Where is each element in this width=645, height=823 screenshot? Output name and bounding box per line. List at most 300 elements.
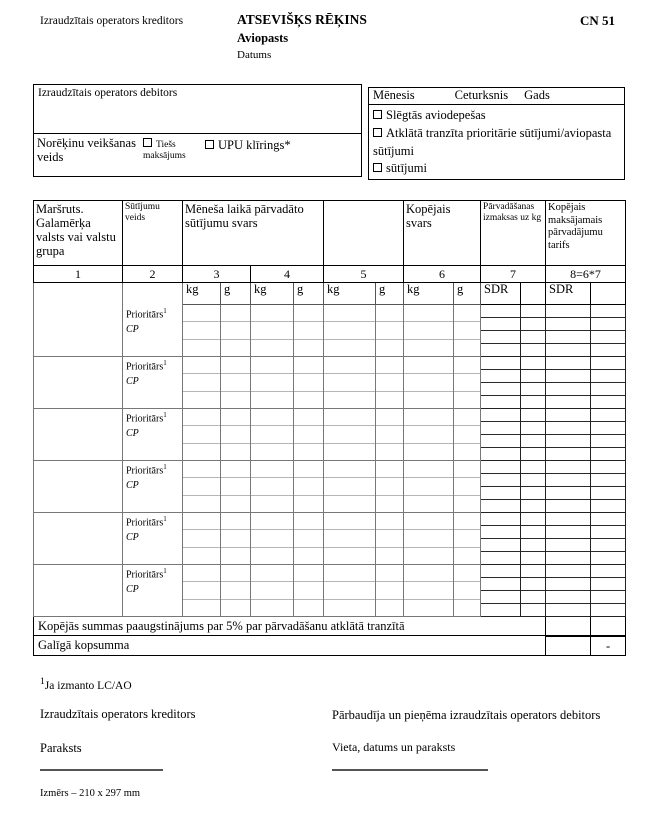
weight-entry-cell[interactable] [324,357,375,373]
sdr-entry-cell[interactable] [546,395,590,408]
surcharge-value-cell[interactable] [546,617,591,636]
weight-entry-cell[interactable] [183,425,220,442]
weight-entry-cell[interactable] [404,425,453,442]
sdr-entry-cell[interactable] [546,590,590,603]
weight-entry-cell[interactable] [221,529,250,546]
weight-entry-cell[interactable] [294,461,323,477]
sdr-amount-cell [546,513,591,565]
weight-entry-cell[interactable] [251,477,293,494]
sdr-entry-cell[interactable] [521,565,545,577]
option-items[interactable] [373,160,620,178]
weight-entry-cell[interactable] [294,599,323,616]
quarter-label[interactable]: Ceturksnis [454,88,509,102]
weight-entry-cell[interactable] [294,477,323,494]
sdr-entry-cell[interactable] [591,343,625,356]
col-number: 3 [183,266,251,283]
sdr-entry-cell[interactable] [481,513,520,525]
weight-entry-cell[interactable] [454,565,480,581]
weight-entry-cell[interactable] [294,495,323,512]
weight-cell [183,565,221,617]
sdr-entry-cell[interactable] [546,538,590,551]
sdr-entry-cell[interactable] [591,357,625,369]
sdr-entry-cell[interactable] [481,409,520,421]
weight-entry-cell[interactable] [294,321,323,338]
sdr-entry-cell[interactable] [481,603,520,616]
weight-entry-cell[interactable] [454,373,480,390]
weight-cell [251,409,294,461]
sdr-entry-cell[interactable] [591,382,625,395]
weight-entry-cell[interactable] [251,409,293,425]
sdr-entry-cell[interactable] [546,461,590,473]
weight-entry-cell[interactable] [251,391,293,408]
sdr-entry-cell[interactable] [481,577,520,590]
sdr-entry-cell[interactable] [591,317,625,330]
weight-entry-cell[interactable] [404,339,453,356]
weight-entry-cell[interactable] [324,495,375,512]
weight-entry-cell[interactable] [404,477,453,494]
sdr-entry-cell[interactable] [546,577,590,590]
sdr-entry-cell[interactable] [591,603,625,616]
weight-entry-cell[interactable] [324,599,375,616]
sdr-entry-cell[interactable] [521,382,545,395]
weight-entry-cell[interactable] [251,513,293,529]
weight-entry-cell[interactable] [454,443,480,460]
weight-entry-cell[interactable] [294,513,323,529]
weight-entry-cell[interactable] [294,409,323,425]
sdr-entry-cell[interactable] [546,330,590,343]
payment-method-label: Norēķinu veikšanas veids [37,136,136,165]
sdr-entry-cell[interactable] [521,357,545,369]
weight-entry-cell[interactable] [404,513,453,529]
weight-entry-cell[interactable] [183,443,220,460]
sdr-entry-cell[interactable] [521,499,545,512]
sdr-entry-cell[interactable] [591,577,625,590]
weight-entry-cell[interactable] [183,495,220,512]
weight-entry-cell[interactable] [454,599,480,616]
sdr-entry-cell[interactable] [521,538,545,551]
weight-entry-cell[interactable] [251,339,293,356]
sdr-entry-cell[interactable] [521,330,545,343]
sdr-entry-cell[interactable] [591,369,625,382]
weight-entry-cell[interactable] [376,305,403,321]
sdr-entry-cell[interactable] [521,343,545,356]
priority-label: Prioritārs$^1$ [126,463,167,477]
weight-entry-cell[interactable] [294,339,323,356]
sdr-entry-cell[interactable] [481,343,520,356]
sdr-entry-cell[interactable] [546,357,590,369]
sdr-entry-cell[interactable] [481,525,520,538]
weight-entry-cell[interactable] [251,425,293,442]
weight-entry-cell[interactable] [376,425,403,442]
sdr-entry-cell[interactable] [521,409,545,421]
route-cell[interactable] [34,305,123,357]
option-direct-payment[interactable] [143,134,205,165]
weight-entry-cell[interactable] [376,547,403,564]
weight-entry-cell[interactable] [183,547,220,564]
sdr-entry-cell[interactable] [481,395,520,408]
route-cell[interactable] [34,357,123,409]
weight-entry-cell[interactable] [324,373,375,390]
weight-entry-cell[interactable] [376,461,403,477]
col-number: 6 [404,266,481,283]
sdr-entry-cell[interactable] [591,434,625,447]
weight-entry-cell[interactable] [221,513,250,529]
month-label[interactable]: Mēnesis [373,88,415,102]
weight-entry-cell[interactable] [404,391,453,408]
cp-label: CP [126,584,139,596]
sdr-entry-cell[interactable] [521,461,545,473]
weight-entry-cell[interactable] [454,495,480,512]
weight-entry-cell[interactable] [221,305,250,321]
option-label: Slēgtās aviodepešas [386,108,486,122]
weight-entry-cell[interactable] [376,529,403,546]
priority-label: Prioritārs$^1$ [126,359,167,373]
weight-entry-cell[interactable] [324,461,375,477]
checkbox-items-icon[interactable] [373,163,382,172]
sdr-entry-cell[interactable] [481,565,520,577]
weight-cell [221,565,251,617]
sdr-entry-cell[interactable] [591,525,625,538]
sdr-entry-cell[interactable] [481,551,520,564]
total-weight-cell [454,513,481,565]
sdr-entry-cell[interactable] [591,513,625,525]
weight-entry-cell[interactable] [376,321,403,338]
checkbox-closed-dispatches-icon[interactable] [373,110,382,119]
weight-entry-cell[interactable] [294,373,323,390]
weight-entry-cell[interactable] [454,321,480,338]
weight-entry-cell[interactable] [221,443,250,460]
weight-entry-cell[interactable] [183,409,220,425]
weight-entry-cell[interactable] [454,529,480,546]
weight-entry-cell[interactable] [376,599,403,616]
signature-right-title: Pārbaudīja un pieņēma izraudzītais operators debitors [332,708,601,722]
weight-entry-cell[interactable] [324,305,375,321]
grand-total-value-cell[interactable]: - [591,636,626,656]
sdr-entry-cell[interactable] [546,369,590,382]
weight-entry-cell[interactable] [251,495,293,512]
weight-entry-cell[interactable] [183,529,220,546]
sdr-entry-cell[interactable] [546,343,590,356]
header-cost-per-kg: Pārvadāšanas izmaksas uz kg [481,201,546,266]
weight-entry-cell[interactable] [183,513,220,529]
weight-entry-cell[interactable] [251,599,293,616]
sdr-entry-cell[interactable] [591,330,625,343]
sdr-entry-cell[interactable] [591,395,625,408]
weight-entry-cell[interactable] [404,547,453,564]
sdr-entry-cell[interactable] [546,317,590,330]
weight-entry-cell[interactable] [251,305,293,321]
sdr-entry-cell[interactable] [591,409,625,421]
weight-entry-cell[interactable] [454,357,480,373]
weight-entry-cell[interactable] [454,305,480,321]
weight-entry-cell[interactable] [404,373,453,390]
weight-entry-cell[interactable] [183,391,220,408]
header-route: Maršruts. Galamērķa valsts vai valstu grupa [34,201,123,266]
weight-entry-cell[interactable] [324,547,375,564]
weight-entry-cell[interactable] [376,477,403,494]
surcharge-label: Kopējās summas paaugstinājums par 5% par pārvadāšanu atklātā tranzītā [34,617,546,636]
year-label[interactable]: Gads [524,88,550,102]
sdr-entry-cell[interactable] [591,590,625,603]
weight-entry-cell[interactable] [454,477,480,494]
sdr-entry-cell[interactable] [591,551,625,564]
sdr-entry-cell[interactable] [481,486,520,499]
weight-entry-cell[interactable] [376,391,403,408]
footnote-ref: 1 [163,306,167,315]
weight-entry-cell[interactable] [183,339,220,356]
weight-entry-cell[interactable] [221,409,250,425]
weight-entry-cell[interactable] [376,513,403,529]
weight-entry-cell[interactable] [183,321,220,338]
sdr-entry-cell[interactable] [546,551,590,564]
weight-entry-cell[interactable] [324,321,375,338]
sdr-entry-cell[interactable] [481,447,520,460]
weight-entry-cell[interactable] [183,357,220,373]
sdr-entry-cell[interactable] [546,382,590,395]
weight-entry-cell[interactable] [454,391,480,408]
sdr-entry-cell[interactable] [481,305,520,317]
weight-entry-cell[interactable] [221,391,250,408]
sdr-entry-cell[interactable] [546,473,590,486]
checkbox-upu-clearing-icon[interactable] [205,140,214,149]
weight-entry-cell[interactable] [404,599,453,616]
weight-entry-cell[interactable] [221,339,250,356]
sdr-entry-cell[interactable] [591,447,625,460]
weight-entry-cell[interactable] [251,373,293,390]
weight-entry-cell[interactable] [221,425,250,442]
weight-entry-cell[interactable] [376,495,403,512]
weight-entry-cell[interactable] [376,565,403,581]
weight-entry-cell[interactable] [376,339,403,356]
sdr-rate-cell [481,565,521,617]
mail-type-cell [123,409,183,461]
sdr-entry-cell[interactable] [521,434,545,447]
weight-entry-cell[interactable] [183,599,220,616]
weight-entry-cell[interactable] [376,409,403,425]
sdr-entry-cell[interactable] [591,486,625,499]
weight-entry-cell[interactable] [221,477,250,494]
weight-entry-cell[interactable] [183,305,220,321]
weight-entry-cell[interactable] [324,513,375,529]
weight-entry-cell[interactable] [454,513,480,529]
weight-entry-cell[interactable] [404,581,453,598]
weight-entry-cell[interactable] [221,357,250,373]
weight-entry-cell[interactable] [183,581,220,598]
option-upu-clearing[interactable] [205,134,291,165]
sdr-entry-cell[interactable] [521,447,545,460]
sdr-amount-cell [546,409,591,461]
weight-entry-cell[interactable] [221,565,250,581]
sdr-entry-cell[interactable] [521,317,545,330]
weight-entry-cell[interactable] [251,321,293,338]
weight-cell [294,461,324,513]
weight-entry-cell[interactable] [376,443,403,460]
sdr-entry-cell[interactable] [591,473,625,486]
weight-entry-cell[interactable] [376,373,403,390]
sdr-entry-cell[interactable] [481,369,520,382]
sdr-entry-cell[interactable] [521,590,545,603]
weight-entry-cell[interactable] [294,443,323,460]
weight-entry-cell[interactable] [221,599,250,616]
sdr-entry-cell[interactable] [521,603,545,616]
weight-entry-cell[interactable] [251,529,293,546]
weight-cell [251,357,294,409]
sdr-entry-cell[interactable] [481,317,520,330]
weight-entry-cell[interactable] [404,565,453,581]
surcharge-value-cell[interactable] [591,617,626,636]
weight-entry-cell[interactable] [454,425,480,442]
total-weight-cell [404,461,454,513]
sdr-entry-cell[interactable] [521,513,545,525]
weight-entry-cell[interactable] [404,409,453,425]
weight-entry-cell[interactable] [294,565,323,581]
weight-entry-cell[interactable] [221,495,250,512]
sdr-entry-cell[interactable] [546,421,590,434]
weight-entry-cell[interactable] [324,339,375,356]
option-open-transit-priority[interactable] [373,125,620,161]
sdr-entry-cell[interactable] [546,434,590,447]
sdr-entry-cell[interactable] [521,369,545,382]
weight-entry-cell[interactable] [294,357,323,373]
weight-entry-cell[interactable] [183,373,220,390]
mail-type-cell [123,305,183,357]
weight-entry-cell[interactable] [404,357,453,373]
sdr-entry-cell[interactable] [481,499,520,512]
unit-g-label: g [294,283,324,305]
col-number: 7 [481,266,546,283]
weight-entry-cell[interactable] [221,373,250,390]
weight-entry-cell[interactable] [404,495,453,512]
weight-entry-cell[interactable] [221,321,250,338]
weight-entry-cell[interactable] [251,443,293,460]
weight-entry-cell[interactable] [404,321,453,338]
sdr-entry-cell[interactable] [591,305,625,317]
weight-entry-cell[interactable] [294,529,323,546]
weight-entry-cell[interactable] [376,581,403,598]
sdr-entry-cell[interactable] [521,551,545,564]
weight-entry-cell[interactable] [454,581,480,598]
sdr-entry-cell[interactable] [521,305,545,317]
grand-total-value-cell[interactable] [546,636,591,656]
route-cell[interactable] [34,565,123,617]
weight-entry-cell[interactable] [454,461,480,477]
sdr-amount-cell [591,565,626,617]
weight-entry-cell[interactable] [324,477,375,494]
weight-entry-cell[interactable] [324,581,375,598]
checkbox-direct-payment-icon[interactable] [143,138,152,147]
weight-entry-cell[interactable] [251,565,293,581]
sdr-entry-cell[interactable] [591,499,625,512]
sdr-entry-cell[interactable] [481,473,520,486]
sdr-entry-cell[interactable] [481,434,520,447]
weight-entry-cell[interactable] [183,477,220,494]
weight-entry-cell[interactable] [294,305,323,321]
weight-entry-cell[interactable] [454,339,480,356]
sdr-entry-cell[interactable] [546,499,590,512]
weight-entry-cell[interactable] [294,425,323,442]
sdr-entry-cell[interactable] [546,486,590,499]
sdr-entry-cell[interactable] [546,447,590,460]
sdr-entry-cell[interactable] [546,603,590,616]
weight-entry-cell[interactable] [454,547,480,564]
weight-entry-cell[interactable] [404,443,453,460]
weight-entry-cell[interactable] [324,425,375,442]
header-mail-type: Sūtījumu veids [123,201,183,266]
weight-entry-cell[interactable] [251,581,293,598]
weight-cell [221,357,251,409]
weight-entry-cell[interactable] [404,305,453,321]
sdr-entry-cell[interactable] [546,565,590,577]
sdr-entry-cell[interactable] [521,473,545,486]
mail-type-cell [123,461,183,513]
weight-entry-cell[interactable] [251,357,293,373]
sdr-entry-cell[interactable] [521,395,545,408]
weight-cell [221,305,251,357]
sdr-entry-cell[interactable] [521,421,545,434]
weight-cell [183,305,221,357]
weight-entry-cell[interactable] [324,443,375,460]
sdr-rate-cell [521,461,546,513]
sdr-entry-cell[interactable] [521,525,545,538]
weight-entry-cell[interactable] [183,565,220,581]
route-cell[interactable] [34,409,123,461]
weight-entry-cell[interactable] [404,529,453,546]
weight-entry-cell[interactable] [376,357,403,373]
weight-entry-cell[interactable] [294,581,323,598]
sdr-entry-cell[interactable] [521,577,545,590]
sdr-entry-cell[interactable] [546,305,590,317]
route-cell[interactable] [34,461,123,513]
weight-entry-cell[interactable] [221,547,250,564]
sdr-entry-cell[interactable] [481,590,520,603]
sdr-entry-cell[interactable] [481,538,520,551]
sdr-entry-cell[interactable] [546,525,590,538]
option-closed-airmail-dispatches[interactable] [373,107,620,125]
sdr-entry-cell[interactable] [591,538,625,551]
weight-entry-cell[interactable] [324,565,375,581]
checkbox-open-transit-icon[interactable] [373,128,382,137]
weight-entry-cell[interactable] [183,461,220,477]
page-title: ATSEVIŠĶS RĒĶINS [237,12,367,27]
weight-entry-cell[interactable] [251,547,293,564]
debtor-operator-label[interactable]: Izraudzītais operators debitors [38,87,178,99]
sdr-entry-cell[interactable] [521,486,545,499]
weight-entry-cell[interactable] [221,581,250,598]
sdr-entry-cell[interactable] [591,461,625,473]
sdr-entry-cell[interactable] [591,421,625,434]
weight-entry-cell[interactable] [294,547,323,564]
sdr-amount-cell [591,305,626,357]
weight-entry-cell[interactable] [221,461,250,477]
route-cell[interactable] [34,513,123,565]
weight-entry-cell[interactable] [454,409,480,425]
sdr-entry-cell[interactable] [481,330,520,343]
sdr-entry-cell[interactable] [481,461,520,473]
sdr-entry-cell[interactable] [546,409,590,421]
weight-entry-cell[interactable] [251,461,293,477]
sdr-entry-cell[interactable] [481,382,520,395]
sdr-entry-cell[interactable] [481,357,520,369]
sdr-entry-cell[interactable] [546,513,590,525]
weight-entry-cell[interactable] [404,461,453,477]
size-note: Izmērs – 210 x 297 mm [40,788,141,799]
weight-entry-cell[interactable] [324,409,375,425]
weight-entry-cell[interactable] [324,529,375,546]
weight-entry-cell[interactable] [294,391,323,408]
sdr-entry-cell[interactable] [591,565,625,577]
sdr-entry-cell[interactable] [481,421,520,434]
weight-entry-cell[interactable] [324,391,375,408]
